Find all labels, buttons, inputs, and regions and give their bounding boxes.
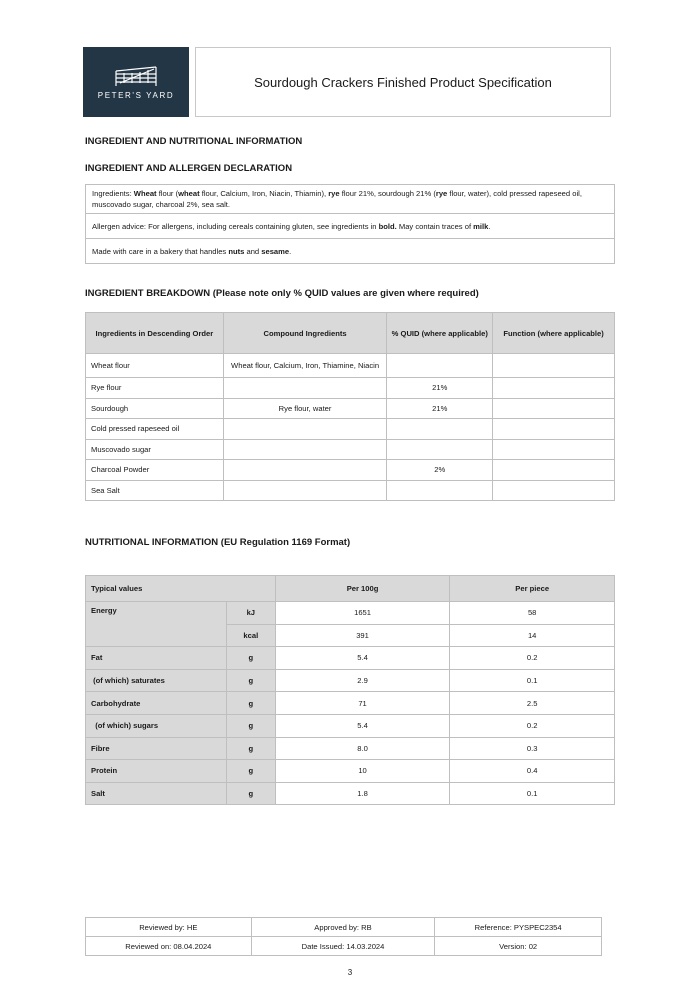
table-cell: Wheat flour, Calcium, Iron, Thiamine, Niacin xyxy=(223,354,387,378)
per-100g-value: 71 xyxy=(275,692,450,715)
per-piece-value: 0.1 xyxy=(450,782,615,805)
table-row xyxy=(86,460,615,481)
nutrient-unit: g xyxy=(226,647,275,670)
table-row xyxy=(86,669,615,692)
table-cell xyxy=(493,398,615,419)
per-piece-value: 0.2 xyxy=(450,714,615,737)
per-100g-value: 8.0 xyxy=(275,737,450,760)
reviewed-on: Reviewed on: 08.04.2024 xyxy=(86,937,252,956)
logo-text: PETER'S YARD xyxy=(97,90,175,100)
nutrient-name: Energy xyxy=(86,602,227,647)
table-row xyxy=(86,378,615,399)
nutrient-unit: g xyxy=(226,737,275,760)
table-cell xyxy=(223,439,387,460)
table-cell: 2% xyxy=(387,460,493,481)
column-header: Ingredients in Descending Order xyxy=(86,313,224,354)
column-header: % QUID (where applicable) xyxy=(387,313,493,354)
table-cell xyxy=(387,439,493,460)
table-row xyxy=(86,354,615,378)
nutrient-name: (of which) saturates xyxy=(86,669,227,692)
document-title: Sourdough Crackers Finished Product Specification xyxy=(195,47,611,117)
table-row xyxy=(86,602,615,625)
table-cell xyxy=(223,378,387,399)
column-header: Per 100g xyxy=(275,576,450,602)
table-row xyxy=(86,439,615,460)
nutrient-name: Carbohydrate xyxy=(86,692,227,715)
page-number: 3 xyxy=(347,968,353,977)
company-logo xyxy=(83,47,189,117)
table-cell xyxy=(223,480,387,501)
column-header: Function (where applicable) xyxy=(493,313,615,354)
allergen-table xyxy=(85,184,615,264)
table-cell: Rye flour xyxy=(86,378,224,399)
ingredient-breakdown-table xyxy=(85,312,615,501)
reference: Reference: PYSPEC2354 xyxy=(435,918,602,937)
per-piece-value: 14 xyxy=(450,624,615,647)
per-100g-value: 391 xyxy=(275,624,450,647)
column-header: Typical values xyxy=(86,576,276,602)
table-row xyxy=(86,760,615,783)
per-piece-value: 58 xyxy=(450,602,615,625)
document-control-footer xyxy=(85,917,602,956)
approved-by: Approved by: RB xyxy=(251,918,435,937)
table-row xyxy=(86,692,615,715)
per-piece-value: 2.5 xyxy=(450,692,615,715)
nutrient-name: Fibre xyxy=(86,737,227,760)
table-cell xyxy=(387,480,493,501)
section-heading-main: INGREDIENT AND NUTRITIONAL INFORMATION xyxy=(85,136,303,147)
nutrient-unit: g xyxy=(226,669,275,692)
nutrient-unit: kcal xyxy=(226,624,275,647)
table-cell: 21% xyxy=(387,398,493,419)
section-heading-breakdown: INGREDIENT BREAKDOWN (Please note only % QUID values are given where required) xyxy=(85,288,479,299)
table-cell: Rye flour, water xyxy=(223,398,387,419)
table-header-row xyxy=(86,576,615,602)
per-piece-value: 0.4 xyxy=(450,760,615,783)
per-piece-value: 0.2 xyxy=(450,647,615,670)
per-100g-value: 1651 xyxy=(275,602,450,625)
per-100g-value: 10 xyxy=(275,760,450,783)
table-cell xyxy=(387,419,493,440)
table-cell xyxy=(493,480,615,501)
per-100g-value: 2.9 xyxy=(275,669,450,692)
nutrient-unit: kJ xyxy=(226,602,275,625)
table-cell: Sea Salt xyxy=(86,480,224,501)
per-piece-value: 0.3 xyxy=(450,737,615,760)
table-cell xyxy=(493,419,615,440)
per-100g-value: 5.4 xyxy=(275,714,450,737)
nutrient-unit: g xyxy=(226,692,275,715)
table-cell: Charcoal Powder xyxy=(86,460,224,481)
table-cell: Muscovado sugar xyxy=(86,439,224,460)
table-cell xyxy=(223,419,387,440)
nutrient-name: Salt xyxy=(86,782,227,805)
table-cell xyxy=(493,378,615,399)
date-issued: Date Issued: 14.03.2024 xyxy=(251,937,435,956)
table-cell: Cold pressed rapeseed oil xyxy=(86,419,224,440)
column-header: Per piece xyxy=(450,576,615,602)
table-cell xyxy=(493,460,615,481)
column-header: Compound Ingredients xyxy=(223,313,387,354)
table-cell xyxy=(493,354,615,378)
table-row xyxy=(86,737,615,760)
table-row xyxy=(86,647,615,670)
nutrient-name: Protein xyxy=(86,760,227,783)
section-heading-allergen: INGREDIENT AND ALLERGEN DECLARATION xyxy=(85,163,293,174)
nutrient-name: Fat xyxy=(86,647,227,670)
per-100g-value: 5.4 xyxy=(275,647,450,670)
table-row xyxy=(86,419,615,440)
nutrient-unit: g xyxy=(226,782,275,805)
table-cell xyxy=(387,354,493,378)
table-row xyxy=(86,714,615,737)
nutrition-table xyxy=(85,575,615,805)
nutrient-name: (of which) sugars xyxy=(86,714,227,737)
gate-logo-icon xyxy=(114,65,158,87)
table-cell xyxy=(223,460,387,481)
table-cell: Sourdough xyxy=(86,398,224,419)
table-cell: Wheat flour xyxy=(86,354,224,378)
per-100g-value: 1.8 xyxy=(275,782,450,805)
table-cell xyxy=(493,439,615,460)
table-header-row xyxy=(86,313,615,354)
table-row xyxy=(86,480,615,501)
footer-row xyxy=(86,918,602,937)
allergen-advice: Allergen advice: For allergens, including cereals containing gluten, see ingredients in bold. May contain traces of milk. xyxy=(86,214,615,239)
per-piece-value: 0.1 xyxy=(450,669,615,692)
reviewed-by: Reviewed by: HE xyxy=(86,918,252,937)
bakery-care-note: Made with care in a bakery that handles nuts and sesame. xyxy=(86,239,615,264)
nutrient-unit: g xyxy=(226,760,275,783)
version: Version: 02 xyxy=(435,937,602,956)
ingredients-declaration: Ingredients: Wheat flour (wheat flour, Calcium, Iron, Niacin, Thiamin), rye flour 21%, sourdough 21% (rye flour, water), cold pressed rapeseed oil, muscovado sugar, charcoal 2%, sea salt. xyxy=(86,185,615,214)
nutrient-unit: g xyxy=(226,714,275,737)
table-row xyxy=(86,782,615,805)
table-cell: 21% xyxy=(387,378,493,399)
section-heading-nutrition: NUTRITIONAL INFORMATION (EU Regulation 1169 Format) xyxy=(85,537,351,548)
table-row xyxy=(86,398,615,419)
footer-row xyxy=(86,937,602,956)
